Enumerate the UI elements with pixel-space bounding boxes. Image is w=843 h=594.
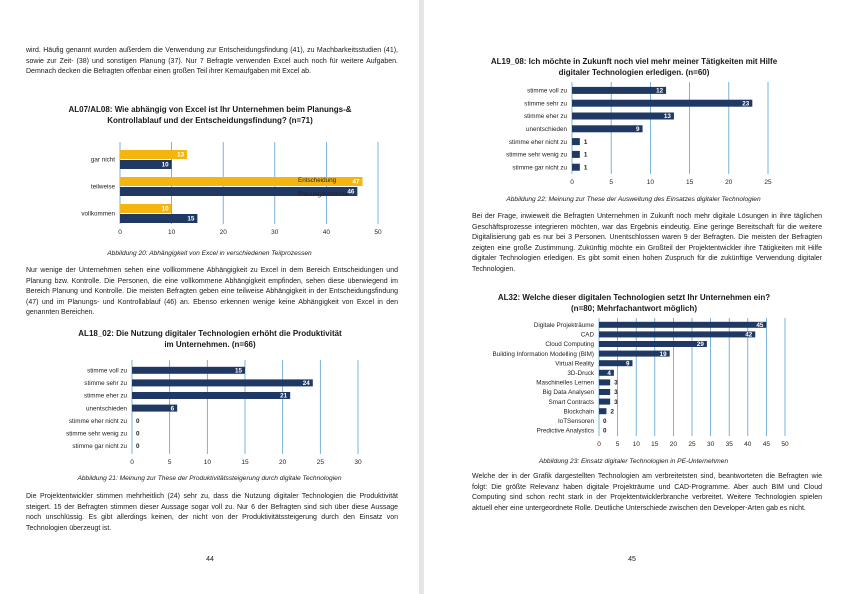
x-tick-label: 10 [632, 441, 640, 448]
data-label: 1 [583, 151, 588, 159]
category-label: stimme voll zu [87, 367, 127, 375]
legend-label: Planung/Kontrolle [298, 191, 348, 198]
data-label: 2 [610, 408, 614, 416]
data-label: 29 [696, 341, 704, 349]
x-tick-label: 40 [322, 229, 331, 236]
data-label: 0 [603, 427, 607, 435]
x-tick-label: 25 [764, 179, 772, 186]
x-tick-label: 20 [219, 229, 227, 236]
page-number-left: 44 [206, 556, 214, 563]
caption-figure-20: Abbildung 20: Abhängigkeit von Excel in verschiedenen Teilprozessen [107, 250, 312, 257]
x-tick-label: 5 [609, 179, 614, 186]
data-label: 21 [280, 392, 288, 400]
category-label: stimme eher nicht zu [68, 417, 127, 425]
x-tick-label: 15 [685, 179, 694, 186]
page-left [0, 0, 419, 594]
data-label: 15 [234, 367, 242, 375]
x-tick-label: 0 [597, 441, 601, 448]
x-tick-label: 20 [725, 179, 733, 186]
caption-figure-22: Abbildung 22: Meinung zur These der Ausweitung des Einsatzes digitaler Technologien [506, 196, 761, 203]
category-label: vollkommen [81, 210, 115, 218]
x-tick-label: 10 [646, 179, 655, 186]
x-tick-label: 45 [762, 441, 771, 448]
bar [599, 389, 610, 395]
caption-figure-21: Abbildung 21: Meinung zur These der Produktivitätssteigerung durch digitale Technologien [77, 475, 342, 482]
bar [599, 341, 707, 347]
data-label: 1 [583, 164, 588, 172]
bar [599, 322, 766, 328]
category-label: Blockchain [563, 408, 594, 416]
x-tick-label: 25 [316, 459, 324, 466]
category-label: Predictive Analystics [536, 427, 594, 435]
bar [572, 164, 580, 171]
data-label: 45 [756, 322, 764, 329]
data-label: 19 [659, 350, 667, 358]
category-label: stimme eher nicht zu [508, 138, 567, 146]
category-label: Digitale Projekträume [533, 322, 594, 329]
paragraph-intro: wird. Häufig genannt wurden außerdem die Verwendung zur Entscheidungsfindung (41), zu Machbarkeitsstudien (41), sowie zur Zeit- (38) und sonstigen Planung (37). Nur 7 Befragte verwenden Excel auch noch für weitere Aufgaben. Demnach decken die Befragten offenbar einen großen Teil ihrer Kernaufgaben mit Excel ab. [26, 47, 398, 75]
x-tick-label: 50 [781, 441, 789, 448]
page-right [424, 0, 843, 594]
data-label: 10 [161, 205, 169, 213]
x-tick-label: 30 [271, 229, 279, 236]
x-tick-label: 20 [669, 441, 678, 448]
category-label: Virtual Reality [555, 360, 594, 368]
category-label: Smart Contracts [548, 398, 594, 406]
category-label: stimme gar nicht zu [512, 164, 567, 172]
data-label: 24 [302, 380, 310, 388]
chart3-title: AL19_08: Ich möchte in Zukunft noch viel mehr meiner Tätigkeiten mit Hilfe digitaler Technologien erledigen. (n=60) [490, 57, 778, 77]
bar [572, 151, 580, 158]
data-label: 1 [583, 138, 588, 146]
x-tick-label: 5 [167, 459, 172, 466]
paragraph-excel: Nur wenige der Unternehmen sehen eine vollkommene Abhängigkeit zu Excel in dem Bereich Entscheidungen und Planung bzw. Kontrolle. Die Personen, die eine vollkommene Abhängigkeit empfinden, sehen diese überwiegend im Bereich Planung und Kontrolle. Die meisten Befragten geben eine teilweise Abhängigkeit in der Entscheidungsfindung (47) und im Planungs- und Kontrollablauf (46) an. Ebenso erkennen wenige keine Abhängigkeit von Excel in den genannten Bereichen. [26, 267, 398, 316]
x-tick-label: 40 [744, 441, 752, 448]
bar [572, 87, 666, 94]
legend-label: Entscheidung [298, 177, 337, 184]
data-label: 0 [136, 443, 140, 451]
x-tick-label: 25 [688, 441, 696, 448]
technologies-chart [444, 318, 834, 448]
data-label: 15 [187, 215, 195, 223]
data-label: 6 [170, 405, 175, 413]
category-label: Maschinelles Lernen [536, 379, 594, 387]
x-tick-label: 20 [279, 459, 287, 466]
category-label: Cloud Computing [545, 341, 594, 349]
data-label: 9 [636, 126, 640, 133]
chart1-title: AL07/AL08: Wie abhängig von Excel ist Ihr Unternehmen beim Planungs-& Kontrollablauf und der Entscheidungsfindung? (n=71) [68, 105, 352, 125]
category-label: stimme sehr zu [524, 100, 567, 108]
legend-swatch [290, 177, 295, 182]
x-tick-label: 50 [374, 229, 382, 236]
paragraph-technologies: Welche der in der Grafik dargestellten Technologien am verbreitetsten sind, beantworteten die Befragten wie folgt: Die größte Relevanz haben digitale Projekträume und CAD-Programme. Aber auch BIM und Cloud Computing sind schon recht stark in der Projektentwicklerbranche verbreitet. Weitere Technologien spielen aktuell eher eine untergeordnete Rolle. Deutliche Unterschiede zwischen den Developer-Arten gab es nicht. [472, 473, 822, 512]
x-tick-label: 10 [167, 229, 176, 236]
category-label: stimme voll zu [527, 87, 567, 95]
x-tick-label: 15 [241, 459, 249, 466]
x-tick-label: 0 [118, 229, 122, 236]
category-label: stimme eher zu [523, 113, 567, 121]
x-tick-label: 35 [725, 441, 733, 448]
data-label: 3 [614, 389, 618, 397]
x-tick-label: 0 [130, 459, 134, 466]
category-label: Big Data Analysen [542, 389, 594, 397]
category-label: CAD [580, 331, 594, 339]
data-label: 9 [625, 360, 630, 368]
bar [599, 408, 606, 414]
bar [132, 392, 290, 399]
caption-figure-23: Abbildung 23: Einsatz digitaler Technologien in PE-Unternehmen [538, 458, 729, 465]
bar [572, 100, 752, 107]
bar [572, 138, 580, 145]
bar [572, 113, 674, 120]
category-label: stimme eher zu [83, 392, 127, 400]
chart4-title: AL32: Welche dieser digitalen Technologien setzt Ihr Unternehmen ein? (n=80; Mehrfachantwort möglich) [497, 293, 771, 313]
bar [132, 379, 313, 386]
data-label: 10 [161, 161, 169, 169]
category-label: unentschieden [526, 126, 567, 133]
future-usage-chart [444, 82, 834, 192]
x-tick-label: 30 [354, 459, 362, 466]
paragraph-future: Bei der Frage, inwieweit die Befragten Unternehmen in Zukunft noch mehr digitale Lösungen in ihre täglichen Geschäftsprozesse integrieren möchten, war das Ergebnis eindeutig. Eine geringe Bereitschaft für die weitere Digitalisierung gab es nur bei 3 Personen. Unentschlossen waren 9 der Befragten. Die meisten der Befragten zeigten eine große Zustimmung. Zukünftig möchte ein Großteil der Projektentwickler ihre Tätigkeiten mit Hilfe digitaler Technologien erledigen. Es gibt somit einen hohen Zuspruch für die zukünftige Verwendung digitaler Technologien. [472, 213, 822, 273]
x-tick-label: 0 [570, 179, 574, 186]
category-label: stimme sehr zu [84, 380, 127, 388]
bar [132, 367, 245, 374]
category-label: Building Information Modelling (BIM) [492, 350, 594, 358]
data-label: 23 [742, 100, 750, 108]
data-label: 47 [352, 178, 360, 186]
category-label: stimme sehr wenig zu [506, 151, 567, 159]
data-label: 3 [614, 379, 618, 387]
bar [120, 214, 197, 223]
category-label: stimme sehr wenig zu [66, 430, 127, 438]
category-label: gar nicht [90, 156, 115, 164]
data-label: 13 [663, 113, 671, 121]
category-label: IoTSensoren [557, 418, 594, 425]
data-label: 0 [136, 430, 140, 438]
x-tick-label: 15 [651, 441, 659, 448]
productivity-chart [20, 360, 410, 470]
bar [599, 399, 610, 405]
data-label: 3 [614, 398, 618, 406]
bar [599, 331, 755, 337]
x-tick-label: 5 [615, 441, 620, 448]
chart2-title: AL18_02: Die Nutzung digitaler Technologien erhöht die Produktivität im Unternehmen. (n=66) [78, 329, 342, 349]
category-label: 3D-Druck [567, 370, 594, 377]
data-label: 13 [177, 151, 185, 159]
data-label: 42 [745, 331, 753, 339]
data-label: 46 [347, 188, 355, 196]
data-label: 0 [603, 418, 607, 425]
data-label: 12 [656, 87, 664, 95]
data-label: 4 [607, 370, 611, 377]
legend-swatch [290, 191, 295, 196]
category-label: stimme gar nicht zu [72, 443, 127, 451]
x-tick-label: 30 [706, 441, 715, 448]
category-label: unentschieden [86, 405, 127, 413]
page-number-right: 45 [628, 556, 636, 563]
data-label: 0 [136, 417, 140, 425]
paragraph-productivity: Die Projektentwickler stimmen mehrheitlich (24) sehr zu, dass die Nutzung digitaler Technologien die Produktivität steigert. 15 der Befragten stimmen dieser Aussage sogar voll zu. Nur 6 der Befragten sind sich über diese Aussage noch unschlüssig. Es gibt allerdings keinen, der nicht von der Produktivitätssteigerung durch den Einsatz von Technologien überzeugt ist. [26, 493, 398, 532]
bar [599, 379, 610, 385]
bar [572, 125, 643, 132]
x-tick-label: 10 [203, 459, 211, 466]
category-label: teilweise [90, 183, 115, 191]
excel-dependency-chart [20, 140, 410, 240]
